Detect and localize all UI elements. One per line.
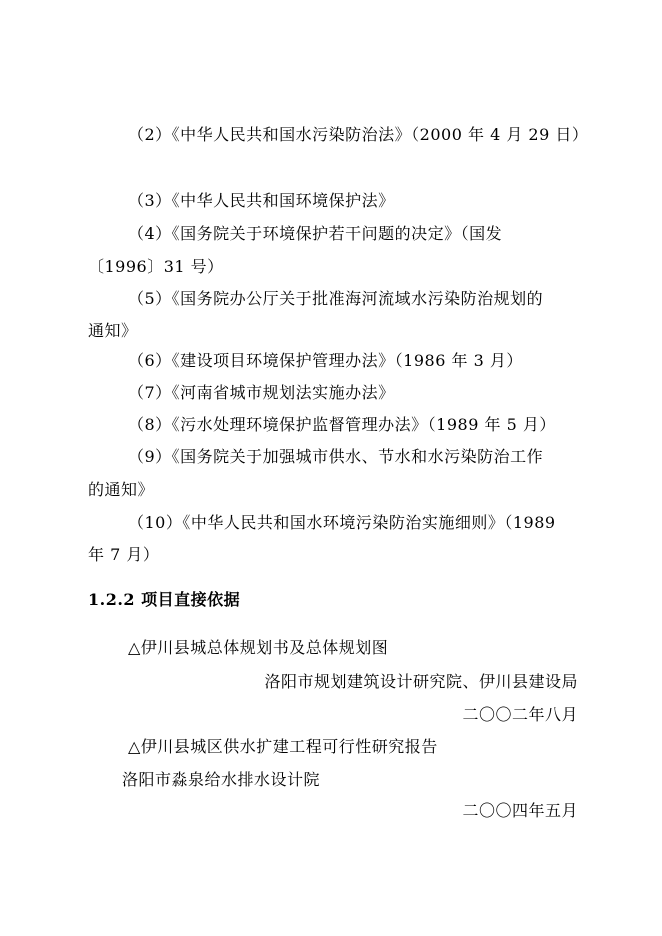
reference-org-1: 洛阳市规划建筑设计研究院、伊川县建设局 bbox=[264, 672, 578, 691]
law-item-4-continued: 〔1996〕31 号） bbox=[88, 257, 224, 276]
reference-date-1: 二〇〇二年八月 bbox=[462, 705, 578, 724]
law-item-2: （2）《中华人民共和国水污染防治法》（2000 年 4 月 29 日） bbox=[128, 125, 589, 144]
reference-org-2: 洛阳市淼泉给水排水设计院 bbox=[122, 770, 321, 789]
law-item-9: （9）《国务院关于加强城市供水、节水和水污染防治工作 bbox=[128, 447, 544, 466]
law-item-6: （6）《建设项目环境保护管理办法》（1986 年 3 月） bbox=[128, 351, 523, 370]
section-heading: 1.2.2 项目直接依据 bbox=[88, 590, 241, 609]
law-item-5: （5）《国务院办公厅关于批准海河流域水污染防治规划的 bbox=[128, 289, 544, 308]
reference-title-1: △伊川县城总体规划书及总体规划图 bbox=[128, 638, 389, 657]
law-item-10-continued: 年 7 月） bbox=[88, 545, 160, 564]
reference-date-2: 二〇〇四年五月 bbox=[462, 801, 578, 820]
law-item-10: （10）《中华人民共和国水环境污染防治实施细则》（1989 bbox=[128, 513, 556, 532]
law-item-7: （7）《河南省城市规划法实施办法》 bbox=[128, 383, 395, 402]
law-item-5-continued: 通知》 bbox=[88, 321, 138, 340]
law-item-3: （3）《中华人民共和国环境保护法》 bbox=[128, 191, 395, 210]
law-item-9-continued: 的通知》 bbox=[88, 480, 155, 499]
reference-title-2: △伊川县城区供水扩建工程可行性研究报告 bbox=[128, 737, 438, 756]
law-item-8: （8）《污水处理环境保护监督管理办法》（1989 年 5 月） bbox=[128, 415, 556, 434]
law-item-4: （4）《国务院关于环境保护若干问题的决定》（国发 bbox=[128, 224, 503, 243]
